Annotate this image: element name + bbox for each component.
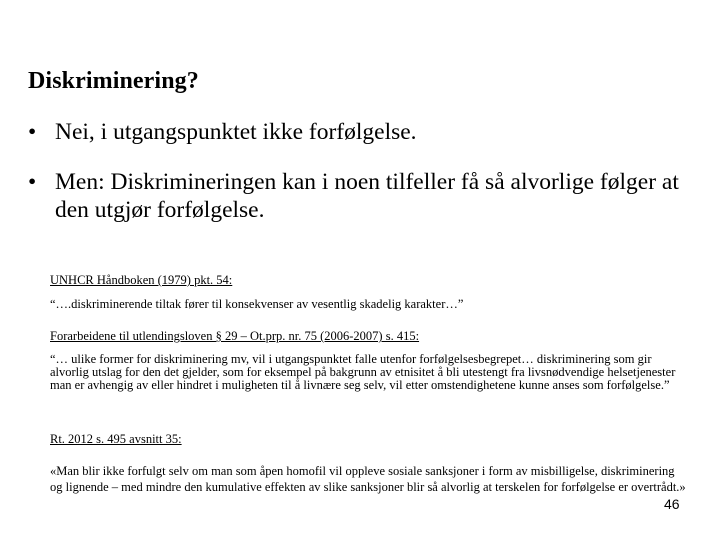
slide-title: Diskriminering? bbox=[28, 68, 199, 94]
bullet-marker: • bbox=[28, 169, 37, 195]
bullet-text: Men: Diskrimineringen kan i noen tilfeller få så alvorlige følger at den utgjør forfølgelse. bbox=[55, 169, 679, 223]
reference-source-forarbeider: Forarbeidene til utlendingsloven § 29 – Ot.prp. nr. 75 (2006-2007) s. 415: bbox=[50, 329, 420, 343]
reference-quote-forarbeider: “… ulike former for diskriminering mv, vil i utgangspunktet falle utenfor forfølgelsesbegrepet… diskriminering som gir alvorlig utslag for den det gjelder, som for eksempel på bakgrunn av etnisitet å bli utestengt fra livsnødvendige helsetjenester man er avhengig av eller hindret i muligheten til å livnære seg selv, vil etter omstendighetene kunne anses som forfølgelse.” bbox=[50, 352, 676, 392]
bullet-item bbox=[28, 118, 708, 146]
reference-quote-rt: «Man blir ikke forfulgt selv om man som åpen homofil vil oppleve sosiale sanksjoner i form av misbilligelse, diskriminering og lignende – med mindre den kumulative effekten av slike sanksjoner blir så alvorlig at terskelen for forfølgelse er overtrådt.» bbox=[50, 464, 686, 494]
reference-source-rt: Rt. 2012 s. 495 avsnitt 35: bbox=[50, 432, 182, 446]
bullet-list bbox=[28, 118, 708, 224]
bullet-text: Nei, i utgangspunktet ikke forfølgelse. bbox=[55, 119, 417, 145]
reference-source-unhcr: UNHCR Håndboken (1979) pkt. 54: bbox=[50, 273, 233, 287]
bullet-item bbox=[28, 168, 708, 224]
page-number: 46 bbox=[664, 496, 680, 512]
reference-quote-unhcr: “….diskriminerende tiltak fører til konsekvenser av vesentlig skadelig karakter…” bbox=[50, 297, 464, 311]
bullet-marker: • bbox=[28, 119, 37, 145]
